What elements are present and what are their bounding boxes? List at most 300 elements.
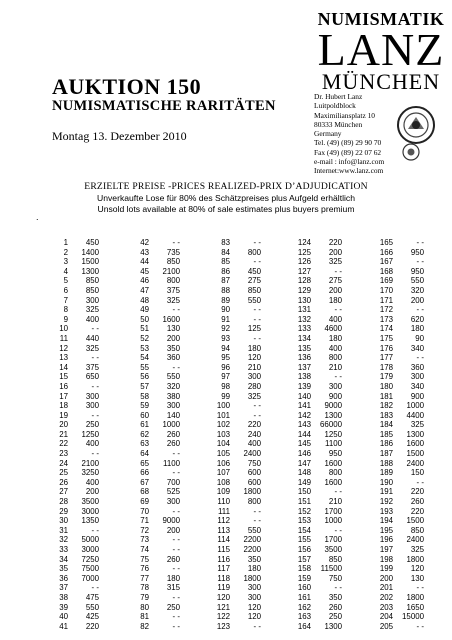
lot-price: 1500 <box>406 516 424 526</box>
lot-number: 198 <box>379 554 393 564</box>
lot-price: 220 <box>247 420 261 430</box>
lot-row <box>283 305 342 315</box>
lot-row <box>40 622 99 632</box>
lot-number: 42 <box>140 238 149 247</box>
lot-price: 220 <box>328 238 342 247</box>
lot-row <box>365 478 424 488</box>
logo-lanz: LANZ <box>317 24 445 75</box>
lot-row <box>202 516 261 526</box>
lot-price: 550 <box>410 276 424 286</box>
lot-price: 220 <box>410 487 424 497</box>
lot-number: 92 <box>221 324 230 334</box>
lot-number: 20 <box>59 420 68 430</box>
lot-row <box>121 555 180 565</box>
lot-row <box>365 555 424 565</box>
lot-number: 62 <box>140 429 149 439</box>
lot-price: 1400 <box>81 247 99 257</box>
lot-number: 36 <box>59 573 68 583</box>
lot-price: 320 <box>166 381 180 391</box>
lot-row <box>121 535 180 545</box>
lot-price: - - <box>172 612 180 622</box>
lot-number: 195 <box>379 525 393 535</box>
lot-row <box>365 315 424 325</box>
lot-price: - - <box>253 506 261 516</box>
lot-row <box>283 545 342 555</box>
lot-row <box>283 324 342 334</box>
lot-price: 200 <box>166 525 180 535</box>
lot-number: 49 <box>140 305 149 315</box>
lot-row <box>283 603 342 613</box>
lot-number: 109 <box>216 487 230 497</box>
lot-number: 4 <box>63 266 68 276</box>
lot-row <box>365 487 424 497</box>
lot-row <box>202 612 261 622</box>
lot-number: 177 <box>379 353 393 363</box>
lot-row <box>40 593 99 603</box>
lot-price: 300 <box>166 497 180 507</box>
lot-row <box>202 555 261 565</box>
lot-number: 87 <box>221 276 230 286</box>
lot-price: - - <box>91 449 99 459</box>
lot-number: 30 <box>59 516 68 526</box>
lot-row <box>283 411 342 421</box>
auction-date: Montag 13. Dezember 2010 <box>52 129 187 143</box>
lot-row <box>365 267 424 277</box>
lot-price: 315 <box>166 583 180 593</box>
lot-price: 325 <box>85 305 99 315</box>
lot-row <box>283 392 342 402</box>
lot-price: - - <box>172 621 180 631</box>
lot-number: 94 <box>221 343 230 353</box>
lot-number: 6 <box>63 285 68 295</box>
lot-number: 40 <box>59 612 68 622</box>
lot-row <box>202 468 261 478</box>
lot-row <box>283 267 342 277</box>
lot-price: 1000 <box>406 401 424 411</box>
lot-row <box>40 411 99 421</box>
logo-muenchen: MÜNCHEN <box>321 69 441 94</box>
lot-row <box>365 526 424 536</box>
lot-price: 525 <box>166 487 180 497</box>
lot-row <box>40 468 99 478</box>
lot-row <box>283 430 342 440</box>
lot-number: 10 <box>59 324 68 334</box>
lot-number: 100 <box>216 401 230 411</box>
lot-price: - - <box>91 525 99 535</box>
lot-row <box>121 487 180 497</box>
lot-number: 171 <box>379 295 393 305</box>
lot-price: - - <box>416 583 424 593</box>
lot-number: 86 <box>221 266 230 276</box>
unsold-lots-note-de: Unverkaufte Lose für 80% des Schätzpreises plus Aufgeld erhältlich <box>97 193 355 203</box>
lot-number: 61 <box>140 420 149 430</box>
lot-number: 38 <box>59 592 68 602</box>
lot-price: - - <box>172 305 180 315</box>
lot-number: 174 <box>379 324 393 334</box>
lot-number: 165 <box>379 238 393 247</box>
lot-number: 56 <box>140 372 149 382</box>
lot-row <box>40 439 99 449</box>
lot-number: 162 <box>297 602 311 612</box>
lot-number: 60 <box>140 410 149 420</box>
lot-price: 320 <box>410 285 424 295</box>
lot-number: 194 <box>379 516 393 526</box>
lot-row <box>365 372 424 382</box>
lot-price: 3000 <box>81 545 99 554</box>
lot-price: - - <box>172 449 180 459</box>
lot-price: 260 <box>166 554 180 564</box>
lot-price: - - <box>334 266 342 276</box>
lot-number: 2 <box>63 247 68 257</box>
lot-number: 189 <box>379 468 393 478</box>
lot-price: 325 <box>166 295 180 305</box>
lot-row <box>365 430 424 440</box>
price-column <box>40 238 99 631</box>
lot-number: 126 <box>297 257 311 267</box>
lot-number: 128 <box>297 276 311 286</box>
address-website: Internet:www.lanz.com <box>314 166 384 176</box>
lot-row <box>365 612 424 622</box>
lot-row <box>202 459 261 469</box>
lot-row <box>283 478 342 488</box>
lot-row <box>40 564 99 574</box>
lot-price: 1500 <box>81 257 99 267</box>
lot-price: 2400 <box>243 449 261 459</box>
association-seal-icon <box>396 105 436 145</box>
lot-number: 133 <box>297 324 311 334</box>
lot-price: 150 <box>410 468 424 478</box>
lot-number: 129 <box>297 285 311 295</box>
lot-row <box>365 392 424 402</box>
lot-number: 202 <box>379 592 393 602</box>
lot-row <box>121 276 180 286</box>
lot-number: 53 <box>140 343 149 353</box>
lot-row <box>40 267 99 277</box>
logo-numismatik: NUMISMATIK <box>317 9 445 29</box>
lot-price: 180 <box>247 564 261 574</box>
lot-number: 46 <box>140 276 149 286</box>
lot-price: 950 <box>410 247 424 257</box>
lot-price: 360 <box>410 362 424 372</box>
lot-price: 300 <box>85 295 99 305</box>
prices-realized-heading: ERZIELTE PREISE -PRICES REALIZED-PRIX D’ADJUDICATION <box>84 181 368 192</box>
price-column <box>283 238 342 631</box>
unsold-lots-note-en: Unsold lots available at 80% of sale estimates plus buyers premium <box>97 204 355 214</box>
lot-row <box>202 267 261 277</box>
lot-price: - - <box>253 305 261 315</box>
lot-price: 325 <box>247 391 261 401</box>
lot-price: 66000 <box>320 420 342 430</box>
lot-price: 3500 <box>81 497 99 507</box>
lot-row <box>40 363 99 373</box>
lot-number: 47 <box>140 285 149 295</box>
lot-price: 325 <box>410 420 424 430</box>
lot-number: 67 <box>140 477 149 487</box>
lot-row <box>121 392 180 402</box>
lot-row <box>121 449 180 459</box>
lot-number: 168 <box>379 266 393 276</box>
lot-row <box>40 555 99 565</box>
lot-number: 12 <box>59 343 68 353</box>
lot-row <box>202 382 261 392</box>
lot-price: 180 <box>247 343 261 353</box>
lot-price: - - <box>91 583 99 593</box>
lot-number: 127 <box>297 266 311 276</box>
lot-price: 200 <box>328 247 342 257</box>
lot-number: 82 <box>140 621 149 631</box>
lot-number: 176 <box>379 343 393 353</box>
lot-row <box>365 257 424 267</box>
address-fax: Fax (49) (89) 22 07 62 <box>314 147 382 157</box>
lot-row <box>121 344 180 354</box>
lot-number: 153 <box>297 516 311 526</box>
lot-row <box>365 622 424 632</box>
lot-row <box>202 583 261 593</box>
lot-row <box>121 497 180 507</box>
lot-row <box>365 564 424 574</box>
lot-price: 250 <box>85 420 99 430</box>
lot-row <box>121 353 180 363</box>
lot-number: 201 <box>379 583 393 593</box>
lot-row <box>283 382 342 392</box>
lot-row <box>121 603 180 613</box>
lot-row <box>121 574 180 584</box>
lot-number: 31 <box>59 525 68 535</box>
lot-number: 112 <box>217 516 230 526</box>
lot-number: 37 <box>59 583 68 593</box>
lot-number: 28 <box>59 497 68 507</box>
lot-row <box>283 612 342 622</box>
lot-number: 52 <box>140 333 149 343</box>
price-column <box>365 238 424 631</box>
lot-row <box>40 478 99 488</box>
address-line: Dr. Hubert Lanz <box>314 92 363 101</box>
lot-number: 114 <box>217 535 230 545</box>
lot-number: 11 <box>59 333 68 343</box>
lot-price: 2400 <box>406 458 424 468</box>
lot-number: 99 <box>221 391 230 401</box>
lot-number: 5 <box>63 276 68 286</box>
lot-price: 200 <box>328 285 342 295</box>
lot-price: - - <box>172 535 180 545</box>
lot-row <box>283 564 342 574</box>
lot-row <box>121 401 180 411</box>
lot-row <box>365 305 424 315</box>
lot-number: 200 <box>379 573 393 583</box>
lot-row <box>283 372 342 382</box>
lot-number: 65 <box>140 458 149 468</box>
lot-price: - - <box>416 257 424 267</box>
lot-row <box>40 459 99 469</box>
lot-number: 149 <box>297 477 311 487</box>
lot-row <box>365 603 424 613</box>
lot-row <box>40 305 99 315</box>
lot-price: 275 <box>247 276 261 286</box>
lot-price: - - <box>416 353 424 363</box>
lot-number: 141 <box>297 401 311 411</box>
lot-row <box>283 487 342 497</box>
lot-row <box>283 535 342 545</box>
lot-price: 2200 <box>243 535 261 545</box>
lot-number: 16 <box>59 381 68 391</box>
lot-price: 850 <box>85 285 99 295</box>
lot-price: 7000 <box>81 573 99 583</box>
lot-row <box>202 344 261 354</box>
address-phone: Tel. (49) (89) 29 90 70 <box>314 138 382 148</box>
lot-number: 97 <box>221 372 230 382</box>
lot-number: 66 <box>140 468 149 478</box>
lot-price: 3000 <box>81 506 99 516</box>
lot-row <box>40 324 99 334</box>
lot-number: 21 <box>59 429 68 439</box>
lot-row <box>40 487 99 497</box>
lot-price: 9000 <box>324 401 342 411</box>
lot-number: 101 <box>216 410 230 420</box>
lot-number: 205 <box>379 621 393 631</box>
lot-number: 1 <box>63 238 68 247</box>
lot-row <box>121 468 180 478</box>
lot-price: - - <box>91 410 99 420</box>
lot-row <box>121 516 180 526</box>
lot-price: 800 <box>247 497 261 507</box>
lot-price: 220 <box>410 506 424 516</box>
lot-number: 186 <box>379 439 393 449</box>
lot-row <box>202 430 261 440</box>
lot-number: 59 <box>140 401 149 411</box>
lot-row <box>40 535 99 545</box>
lot-row <box>202 411 261 421</box>
lot-row <box>283 468 342 478</box>
lot-row <box>365 459 424 469</box>
lot-number: 69 <box>140 497 149 507</box>
lot-row <box>40 507 99 517</box>
lot-price: - - <box>91 324 99 334</box>
lot-row <box>365 439 424 449</box>
lot-number: 173 <box>379 314 393 324</box>
lot-number: 150 <box>297 487 311 497</box>
lot-price: - - <box>172 506 180 516</box>
lot-row <box>202 248 261 258</box>
lot-row <box>40 612 99 622</box>
lot-price: 220 <box>85 621 99 631</box>
lot-price: 9000 <box>162 516 180 526</box>
lot-number: 164 <box>297 621 311 631</box>
lot-row <box>365 545 424 555</box>
lot-number: 34 <box>59 554 68 564</box>
lot-number: 73 <box>140 535 149 545</box>
lot-row <box>283 449 342 459</box>
lot-row <box>283 583 342 593</box>
lot-number: 9 <box>63 314 68 324</box>
lot-row <box>283 276 342 286</box>
lot-row <box>365 420 424 430</box>
lot-price: 1800 <box>243 573 261 583</box>
lot-row <box>121 564 180 574</box>
auction-title: AUKTION 150 <box>52 74 202 99</box>
lot-price: 550 <box>247 525 261 535</box>
lot-price: 3500 <box>324 545 342 554</box>
lot-row <box>365 353 424 363</box>
lot-number: 76 <box>140 564 149 574</box>
price-column <box>121 238 180 631</box>
lot-price: 210 <box>328 497 342 507</box>
lot-row <box>121 593 180 603</box>
lot-row <box>121 305 180 315</box>
lot-number: 166 <box>379 247 393 257</box>
lot-number: 163 <box>297 612 311 622</box>
lot-price: 4600 <box>324 324 342 334</box>
lot-row <box>121 420 180 430</box>
lot-number: 138 <box>297 372 311 382</box>
lot-number: 116 <box>217 554 230 564</box>
lot-number: 184 <box>379 420 393 430</box>
lot-number: 84 <box>221 247 230 257</box>
lot-price: 200 <box>85 487 99 497</box>
lot-price: 1800 <box>406 592 424 602</box>
lot-price: 180 <box>166 573 180 583</box>
lot-row <box>365 344 424 354</box>
lot-row <box>283 459 342 469</box>
lot-number: 70 <box>140 506 149 516</box>
lot-price: 1800 <box>243 487 261 497</box>
lot-number: 155 <box>297 535 311 545</box>
lot-number: 183 <box>379 410 393 420</box>
lot-row <box>202 334 261 344</box>
lot-number: 85 <box>221 257 230 267</box>
lot-price: 200 <box>166 333 180 343</box>
lot-row <box>202 372 261 382</box>
lot-number: 122 <box>216 612 230 622</box>
lot-row <box>202 296 261 306</box>
lot-row <box>121 363 180 373</box>
lot-row <box>40 420 99 430</box>
lot-price: - - <box>253 333 261 343</box>
lot-number: 24 <box>59 458 68 468</box>
lot-price: - - <box>253 621 261 631</box>
lot-row <box>40 296 99 306</box>
lot-price: 2100 <box>81 458 99 468</box>
lot-number: 91 <box>221 314 230 324</box>
lot-price: - - <box>416 621 424 631</box>
lot-row <box>202 545 261 555</box>
lot-number: 48 <box>140 295 149 305</box>
lot-row <box>121 382 180 392</box>
lot-row <box>365 276 424 286</box>
lot-number: 88 <box>221 285 230 295</box>
lot-number: 22 <box>59 439 68 449</box>
lot-row <box>202 564 261 574</box>
lot-price: 750 <box>328 573 342 583</box>
price-column <box>202 238 261 631</box>
lot-price: 350 <box>328 592 342 602</box>
lot-price: 400 <box>328 314 342 324</box>
lot-row <box>121 545 180 555</box>
lot-price: - - <box>172 362 180 372</box>
lot-price: 950 <box>328 449 342 459</box>
lot-price: 850 <box>328 554 342 564</box>
lot-row <box>365 593 424 603</box>
lot-price: 850 <box>247 285 261 295</box>
lot-row <box>365 507 424 517</box>
lot-row <box>283 622 342 632</box>
lot-row <box>365 296 424 306</box>
lot-price: 350 <box>166 343 180 353</box>
lot-number: 71 <box>140 516 149 526</box>
lot-row <box>283 497 342 507</box>
lot-number: 15 <box>59 372 68 382</box>
lot-number: 147 <box>297 458 311 468</box>
auction-subtitle: NUMISMATISCHE RARITÄTEN <box>52 98 276 114</box>
